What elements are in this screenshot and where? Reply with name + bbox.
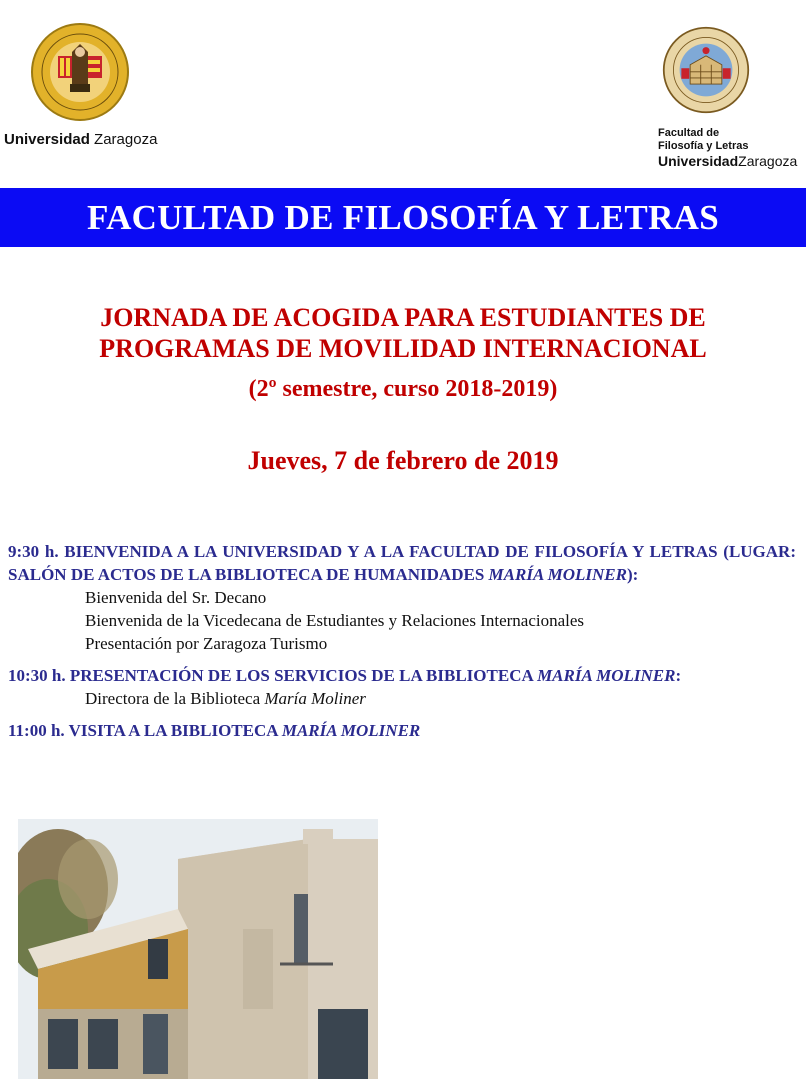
program-subitem: Presentación por Zaragoza Turismo bbox=[85, 634, 328, 653]
event-title: JORNADA DE ACOGIDA PARA ESTUDIANTES DE PROGRAMAS DE MOVILIDAD INTERNACIONAL bbox=[99, 303, 707, 363]
faculty-banner: FACULTAD DE FILOSOFÍA Y LETRAS bbox=[0, 188, 806, 247]
event-subtitle: (2º semestre, curso 2018-2019) bbox=[248, 376, 558, 402]
program-subitem: Directora de la Biblioteca María Moliner bbox=[85, 689, 366, 708]
left-logo-text: Universidad Zaragoza bbox=[4, 131, 158, 148]
program bbox=[8, 540, 796, 742]
universidad-zaragoza-logo bbox=[4, 22, 164, 148]
right-logo-brand: UniversidadZaragoza bbox=[658, 153, 798, 169]
university-seal-icon bbox=[30, 22, 130, 122]
library-building-image bbox=[18, 819, 378, 1079]
event-date: Jueves, 7 de febrero de 2019 bbox=[247, 446, 559, 475]
faculty-seal-icon bbox=[662, 26, 750, 114]
facultad-logo bbox=[658, 26, 804, 169]
program-item-heading: 9:30 h. BIENVENIDA A LA UNIVERSIDAD Y A LA FACULTAD DE FILOSOFÍA Y LETRAS (LUGAR: SALÓN DE ACTOS DE LA BIBLIOTECA DE HUMANIDADES MARÍA MOLINER): bbox=[8, 542, 796, 584]
faculty-name: Facultad de Filosofía y Letras bbox=[658, 127, 749, 152]
program-subitem: Bienvenida del Sr. Decano bbox=[85, 588, 267, 607]
program-item-heading: 10:30 h. PRESENTACIÓN DE LOS SERVICIOS DE LA BIBLIOTECA MARÍA MOLINER: bbox=[8, 666, 682, 685]
program-subitem: Bienvenida de la Vicedecana de Estudiantes y Relaciones Internacionales bbox=[85, 611, 585, 630]
program-item-heading: 11:00 h. VISITA A LA BIBLIOTECA MARÍA MOLINER bbox=[8, 721, 421, 740]
